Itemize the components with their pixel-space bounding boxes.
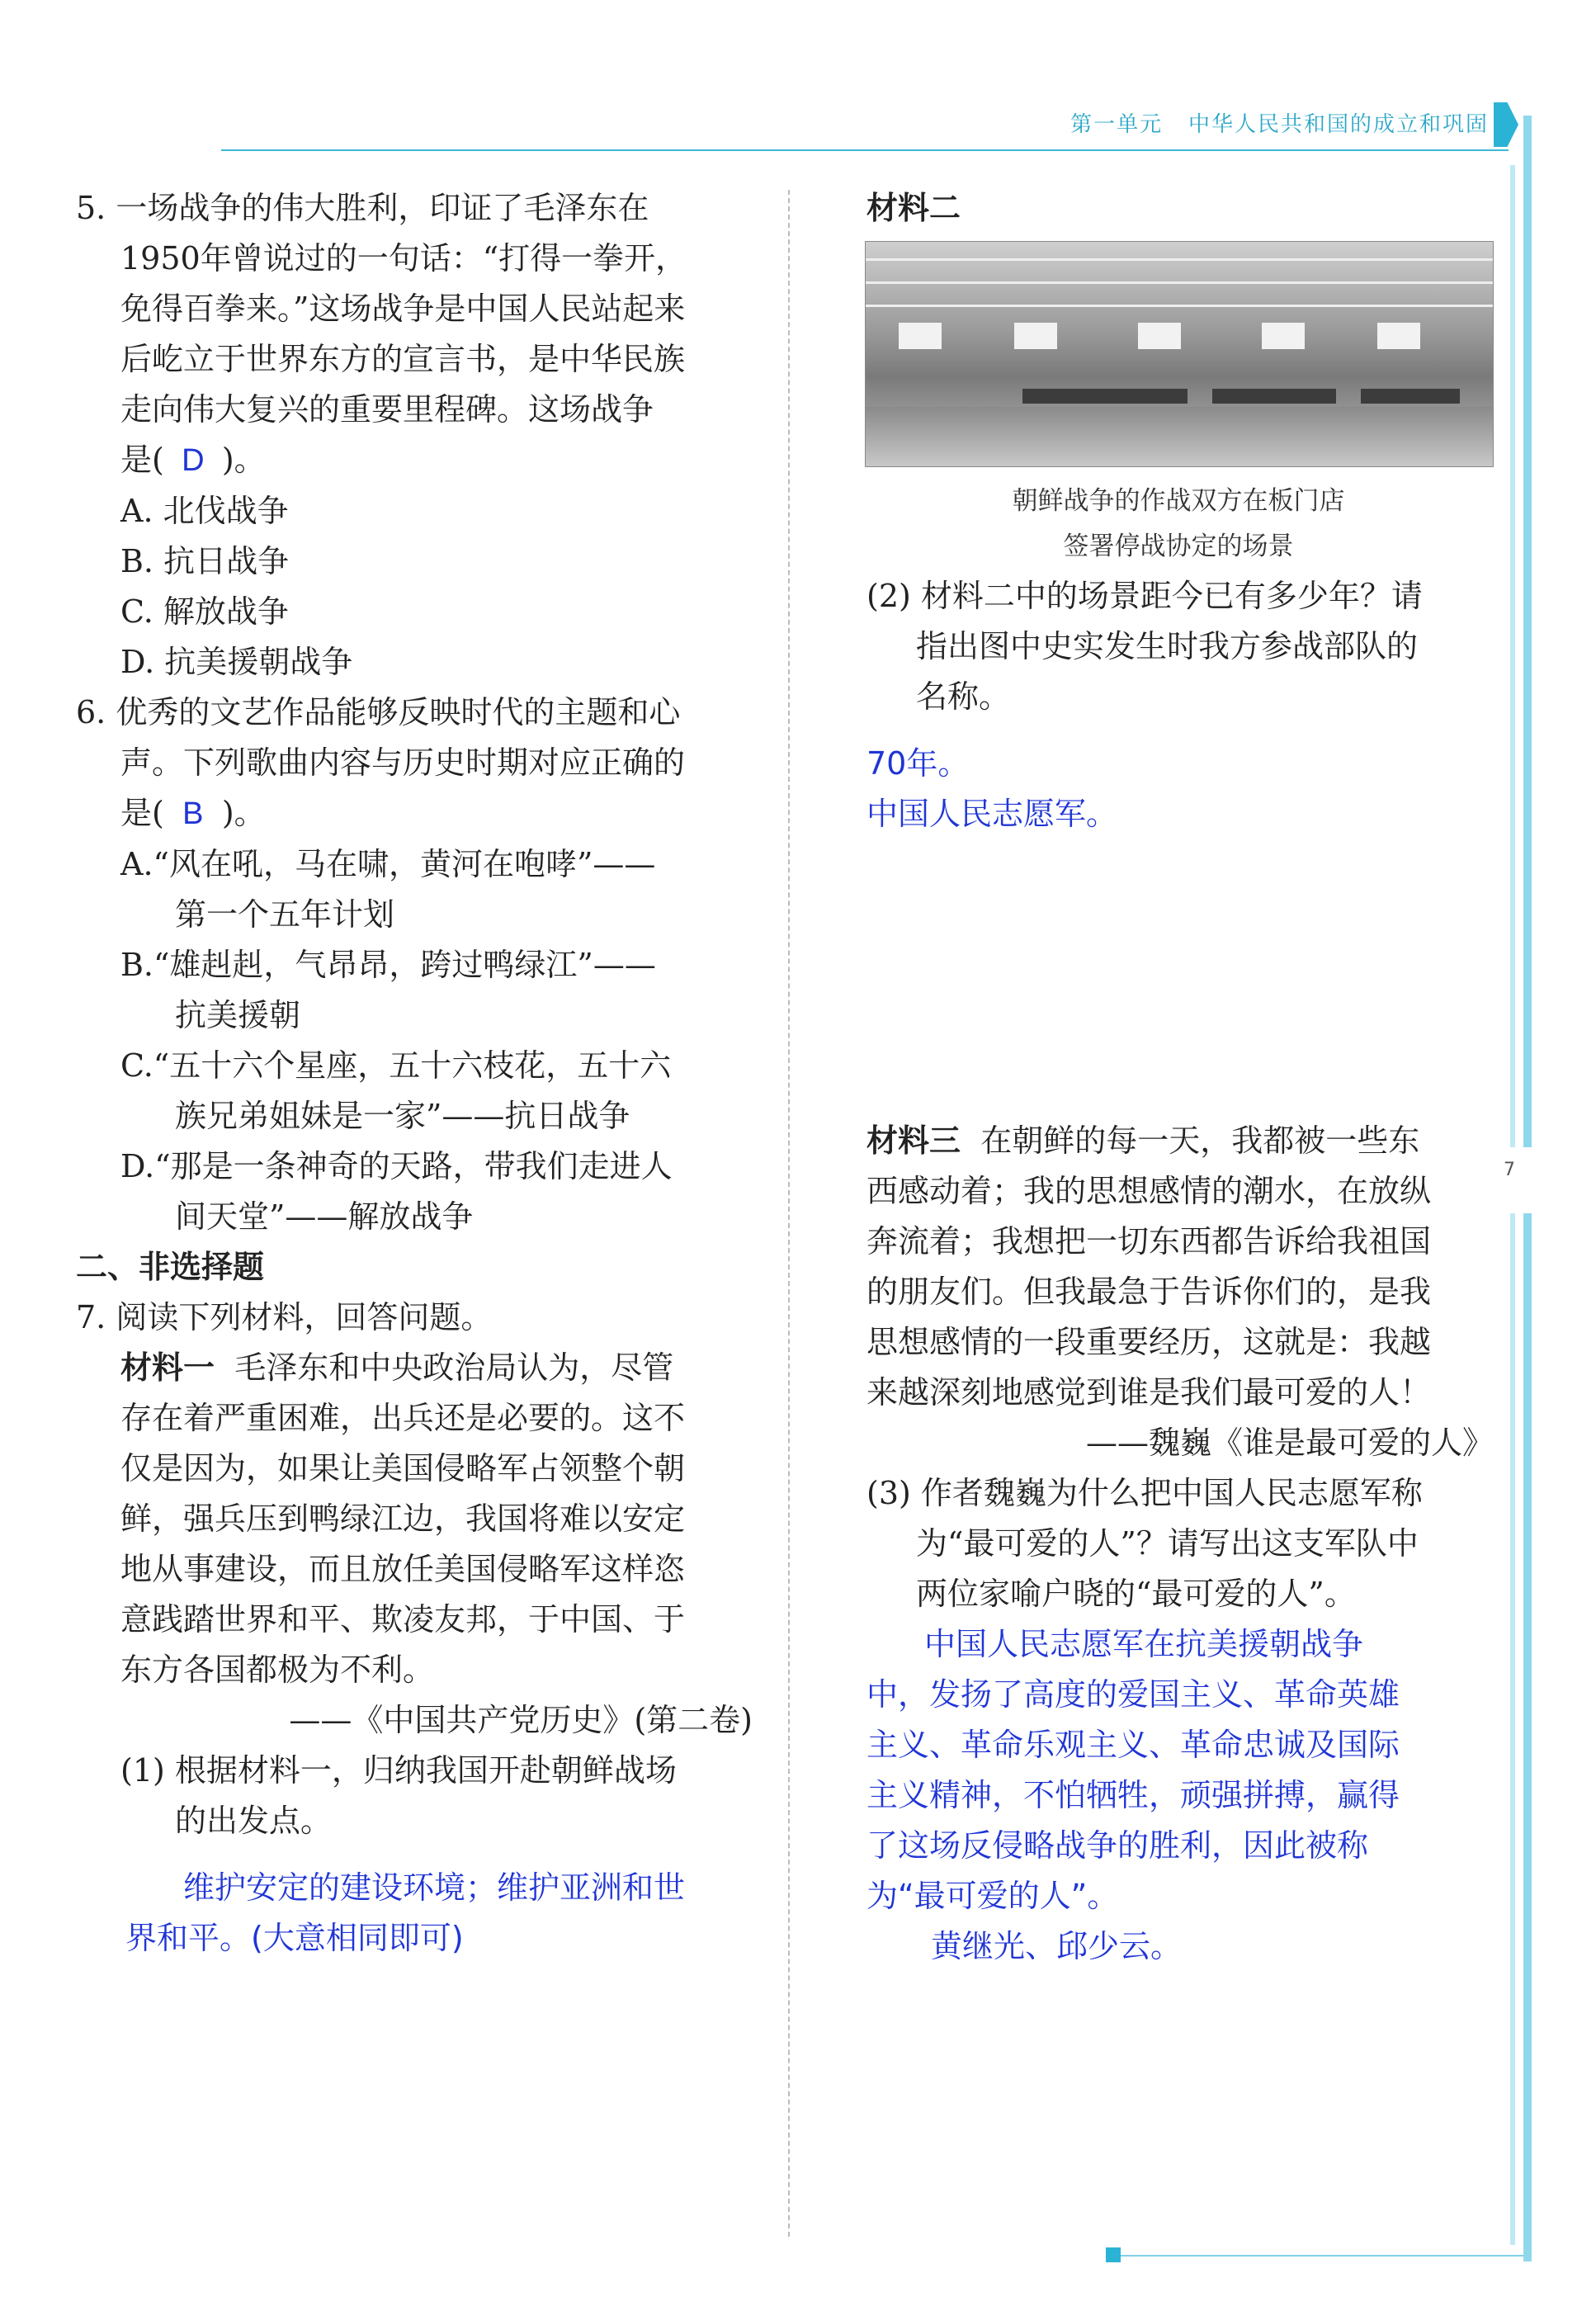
material1-line: 仅是因为，如果让美国侵略军占领整个朝 xyxy=(120,1450,686,1486)
q5-line: 后屹立于世界东方的宣言书，是中华民族 xyxy=(120,341,686,377)
question-5 xyxy=(76,183,753,688)
material3-line: 西感动着；我的思想感情的潮水，在放纵 xyxy=(866,1173,1432,1209)
answer-1-line: 维护安定的建设环境；维护亚洲和世 xyxy=(183,1869,686,1906)
q7-2-block xyxy=(866,571,1494,839)
material3-line: 的朋友们。但我最急于告诉你们的，是我 xyxy=(866,1274,1432,1310)
material-3 xyxy=(866,1116,1494,1972)
photo-beam xyxy=(866,281,1493,284)
unit-label: 第一单元 xyxy=(1070,112,1164,137)
photo-table xyxy=(1212,389,1336,404)
material1-line: 存在着严重困难，出兵还是必要的。这不 xyxy=(120,1400,686,1436)
q7-1-line: (1) 根据材料一，归纳我国开赴朝鲜战场 xyxy=(120,1752,677,1789)
spacer xyxy=(866,722,1494,739)
q6-option-d: D.“那是一条神奇的天路，带我们走进人 xyxy=(120,1148,673,1184)
q5-stem-end: 是( D )。 xyxy=(76,435,753,486)
q7-3-line: (3) 作者魏巍为什么把中国人民志愿军称 xyxy=(866,1475,1423,1511)
q7-title: 7. 阅读下列材料，回答问题。 xyxy=(76,1299,493,1335)
q5-line: 1950年曾说过的一句话：“打得一拳开， xyxy=(120,240,687,276)
material3-label: 材料三 xyxy=(866,1122,961,1159)
material1-first-line: 材料一 毛泽东和中央政治局认为，尽管 xyxy=(120,1349,674,1386)
material1-line: 意践踏世界和平、欺凌友邦，于中国、于 xyxy=(120,1601,686,1638)
answer-3-line: 主义、革命乐观主义、革命忠诚及国际 xyxy=(866,1727,1400,1763)
answer-3-line: 中，发扬了高度的爱国主义、革命英雄 xyxy=(866,1676,1400,1713)
armistice-signing-photo xyxy=(865,241,1494,467)
q5-answer: D xyxy=(182,443,205,478)
right-column xyxy=(866,183,1494,234)
page-number: 7 xyxy=(1504,1160,1515,1180)
q5-line: 走向伟大复兴的重要里程碑。这场战争 xyxy=(120,391,654,428)
photo-caption xyxy=(865,479,1492,569)
answer-1-line: 界和平。(大意相同即可) xyxy=(125,1920,464,1956)
answer-3-line: 为“最可爱的人”。 xyxy=(866,1878,1119,1914)
q6-option-c-cont: 族兄弟姐妹是一家”——抗日战争 xyxy=(175,1098,630,1134)
material1-source: ——《中国共产党历史》(第二卷) xyxy=(289,1702,753,1738)
photo-window xyxy=(1377,323,1420,349)
material1-line: 东方各国都极为不利。 xyxy=(120,1652,435,1688)
q7-3-line: 两位家喻户晓的“最可爱的人”。 xyxy=(916,1576,1356,1612)
photo-window xyxy=(1138,323,1181,349)
q6-answer: B xyxy=(182,796,204,831)
bottom-rule xyxy=(1121,2255,1523,2257)
q5-option-d: D. 抗美援朝战争 xyxy=(120,644,353,680)
photo-window xyxy=(1014,323,1057,349)
q7-3-line: 为“最可爱的人”？请写出这支军队中 xyxy=(916,1525,1419,1562)
material3-line: 来越深刻地感觉到谁是我们最可爱的人！ xyxy=(866,1374,1432,1411)
unit-title: 中华人民共和国的成立和巩固 xyxy=(1188,112,1489,137)
q6-option-c: C.“五十六个星座，五十六枝花，五十六 xyxy=(120,1047,672,1084)
q5-line: 免得百拳来。”这场战争是中国人民站起来 xyxy=(120,291,686,327)
section-title: 二、非选择题 xyxy=(76,1249,265,1285)
q5-option-a: A. 北伐战争 xyxy=(120,493,289,529)
q6-line: 6. 优秀的文艺作品能够反映时代的主题和心 xyxy=(76,694,681,730)
q6-option-a-cont: 第一个五年计划 xyxy=(175,896,395,933)
q6-option-b-cont: 抗美援朝 xyxy=(175,997,301,1033)
photo-beam xyxy=(866,305,1493,307)
photo-table xyxy=(1361,389,1460,404)
left-column xyxy=(76,183,753,1964)
header-tab-marker xyxy=(1494,102,1518,147)
answer-2-line: 70年。 xyxy=(866,745,970,782)
material3-line: 思想感情的一段重要经历，这就是：我越 xyxy=(866,1324,1432,1360)
answer-3-line: 了这场反侵略战争的胜利，因此被称 xyxy=(866,1827,1369,1864)
q7-1-line: 的出发点。 xyxy=(175,1803,333,1839)
material1-line: 鲜，强兵压到鸭绿江边，我国将难以安定 xyxy=(120,1500,686,1537)
q7-2-line: 名称。 xyxy=(916,678,1011,715)
question-6 xyxy=(76,688,753,1242)
q5-line: 5. 一场战争的伟大胜利，印证了毛泽东在 xyxy=(76,190,649,226)
q6-stem-end: 是( B )。 xyxy=(76,788,753,839)
caption-line: 朝鲜战争的作战双方在板门店 xyxy=(1012,486,1345,516)
running-header xyxy=(1070,107,1489,138)
q7-2-line: (2) 材料二中的场景距今已有多少年？请 xyxy=(866,578,1423,614)
q6-option-a: A.“风在吼，马在啸，黄河在咆哮”—— xyxy=(120,846,656,882)
q5-option-b: B. 抗日战争 xyxy=(120,543,290,579)
photo-floor xyxy=(866,407,1493,466)
material1-line: 地从事建设，而且放任美国侵略军这样恣 xyxy=(120,1551,686,1587)
answer-3-line: 黄继光、邱少云。 xyxy=(931,1928,1183,1964)
q5-option-c: C. 解放战争 xyxy=(120,593,289,630)
photo-window xyxy=(1262,323,1305,349)
column-divider xyxy=(788,190,790,2237)
q6-option-d-cont: 间天堂”——解放战争 xyxy=(175,1198,474,1235)
caption-line: 签署停战协定的场景 xyxy=(1063,532,1294,561)
photo-beam xyxy=(866,258,1493,261)
page-number-box xyxy=(1495,1147,1532,1213)
material3-line: 奔流着；我想把一切东西都告诉给我祖国 xyxy=(866,1223,1432,1259)
material3-source: ——魏巍《谁是最可爱的人》 xyxy=(1085,1425,1494,1461)
material-1 xyxy=(76,1343,753,1746)
material1-label: 材料一 xyxy=(120,1349,215,1386)
material3-first-line: 材料三 在朝鲜的每一天，我都被一些东 xyxy=(866,1122,1420,1159)
q6-option-b: B.“雄赳赳，气昂昂，跨过鸭绿江”—— xyxy=(120,947,656,983)
answer-3-line: 主义精神，不怕牺牲，顽强拼搏，赢得 xyxy=(866,1777,1400,1813)
q7-2-line: 指出图中史实发生时我方参战部队的 xyxy=(916,628,1419,664)
bottom-square-marker xyxy=(1106,2247,1121,2262)
header-rule xyxy=(221,149,1509,151)
answer-3-line: 中国人民志愿军在抗美援朝战争 xyxy=(924,1626,1364,1662)
q6-line: 声。下列歌曲内容与历史时期对应正确的 xyxy=(120,744,686,781)
material2-label: 材料二 xyxy=(866,190,961,226)
spacer xyxy=(76,1846,753,1863)
photo-table xyxy=(1022,389,1188,404)
answer-2-line: 中国人民志愿军。 xyxy=(866,796,1118,832)
photo-window xyxy=(899,323,942,349)
